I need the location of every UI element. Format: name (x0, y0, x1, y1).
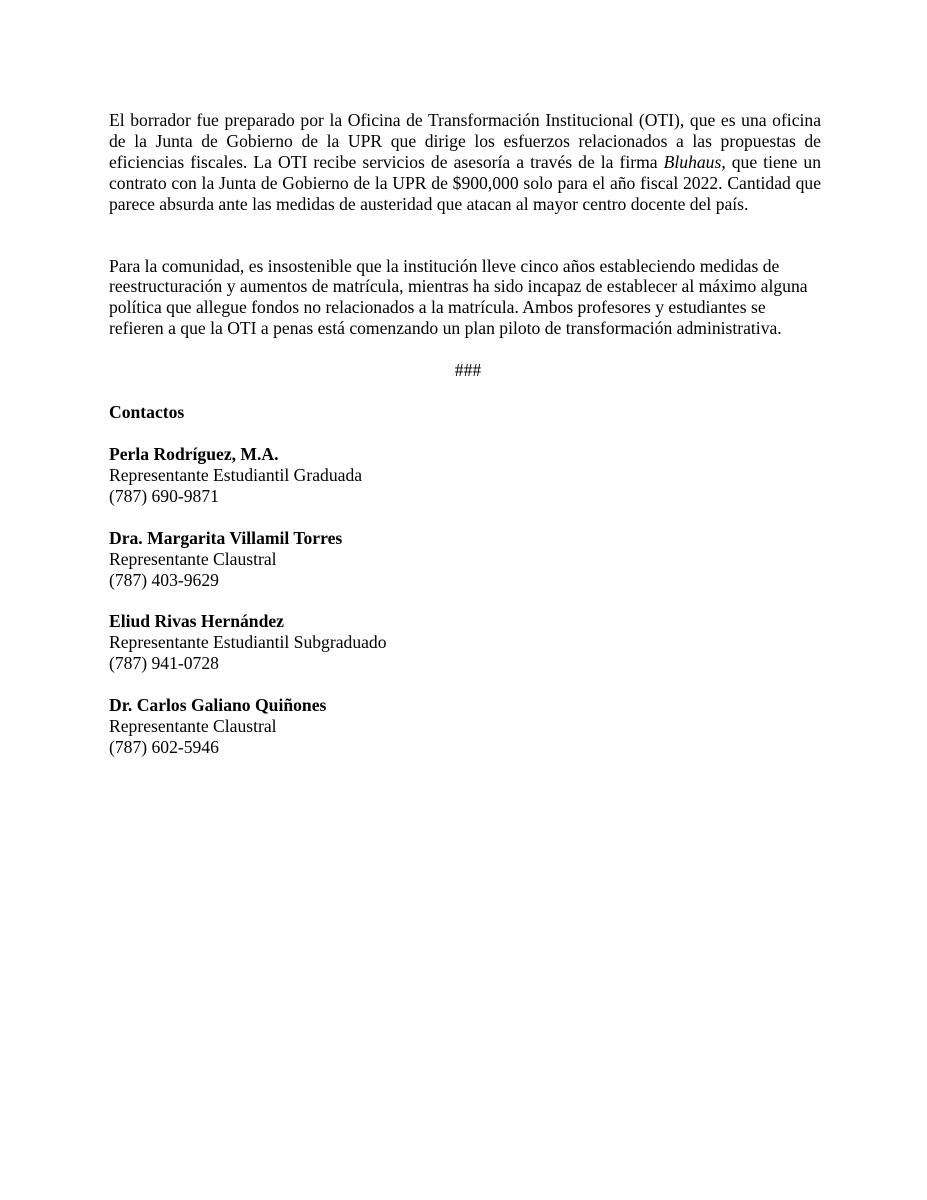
contact-name: Dr. Carlos Galiano Quiñones (109, 695, 327, 716)
contact-phone: (787) 602-5946 (109, 736, 219, 757)
firm-name: Bluhaus (663, 151, 722, 172)
contact-phone: (787) 403-9629 (109, 569, 219, 590)
document-page (109, 110, 821, 758)
contact-name: Dra. Margarita Villamil Torres (109, 527, 343, 548)
contact-phone: (787) 690-9871 (109, 485, 219, 506)
contact-perla-rodriguez (109, 444, 821, 507)
paragraph-oti-draft-text-end: , que tiene un contrato con la Junta de Gobierno de la UPR de $900,000 solo para el año fiscal 2022. Cantidad que parece absurda ante las medidas de austeridad que atacan al mayor centro docente del país. (109, 151, 821, 214)
contact-role: Representante Estudiantil Graduada (109, 464, 363, 485)
section-separator: ### (454, 360, 482, 381)
contact-role: Representante Estudiantil Subgraduado (109, 632, 387, 653)
contact-role: Representante Claustral (109, 548, 277, 569)
contact-carlos-galiano (109, 695, 821, 758)
paragraph-oti-draft (109, 110, 821, 215)
contact-role: Representante Claustral (109, 716, 277, 737)
contact-margarita-villamil (109, 528, 821, 591)
contacts-heading: Contactos (109, 402, 185, 423)
paragraph-community: Para la comunidad, es insostenible que la institución lleve cinco años estableciendo medidas de reestructuración y aumentos de matrícula, mientras ha sido incapaz de establecer al máximo alguna política que allegue fondos no relacionados a la matrícula. Ambos profesores y estudiantes se refieren a que la OTI a penas está comenzando un plan piloto de transformación administrativa. (109, 255, 808, 339)
contact-eliud-rivas (109, 611, 821, 674)
contact-name: Eliud Rivas Hernández (109, 611, 284, 632)
paragraph-oti-draft-text-start: El borrador fue preparado por la Oficina de Transformación Institucional (OTI), que es una oficina de la Junta de Gobierno de la UPR que dirige los esfuerzos relacionados a las propuestas de eficiencias fiscales. La OTI recibe servicios de asesoría a través de la firma (109, 110, 821, 172)
contact-phone: (787) 941-0728 (109, 653, 219, 674)
contact-name: Perla Rodríguez, M.A. (109, 443, 279, 464)
